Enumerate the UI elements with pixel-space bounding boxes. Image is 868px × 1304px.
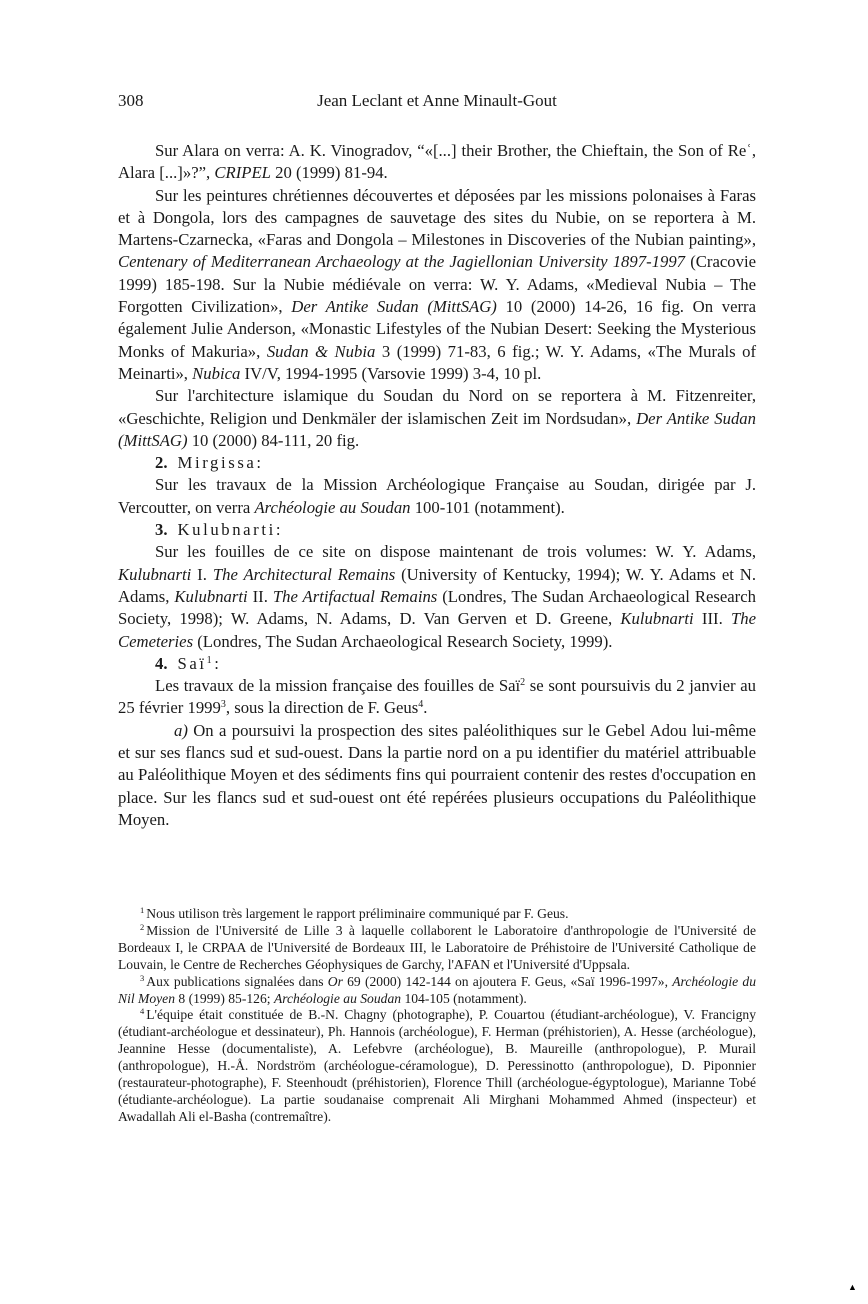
footnote-ref-2[interactable]: 2: [520, 677, 526, 689]
paragraph-sai-palaeolithic: a) On a poursuivi la prospection des sites paléolithiques sur le Gebel Adou lui-même et sur ses flancs sud et sud-ouest. Dans la partie nord on a pu identifier du matériel attribuable au Paléolithique Moyen et des sédiments fins qui pourraient contenir des restes d'occupation en place. Sur les flancs sud et sud-ouest ont été repérées plusieurs occupations du Paléolithique Moyen.: [118, 720, 756, 829]
paragraph-islamic-architecture: Sur l'architecture islamique du Soudan du Nord on se reportera à M. Fitzenreiter, «Geschichte, Religion und Denkmäler der islamischen Zeit im Nordsudan», Der Antike Sudan (MittSAG) 10 (2000) 84-111, 20 fig.: [118, 386, 756, 450]
main-text: [118, 140, 756, 831]
page-header: [118, 90, 756, 112]
footnote-3: $^3$ Aux publications signalées dans Or 69 (2000) 142-144 on ajoutera F. Geus, «Saï 1996-1997», Archéologie du Nil Moyen 8 (1999) 85-126; Archéologie au Soudan 104-105 (notamment).: [118, 972, 756, 1006]
section-heading-mirgissa: 2. Mirgissa:: [155, 453, 264, 473]
footnote-4: $^4$ L'équipe était constituée de B.-N. Chagny (photographe), P. Couartou (étudiant-archéologue), V. Francigny (étudiant-archéologue et dessinateur), Ph. Hannois (archéologue), F. Herman (préhistorien), A. Hesse (archéologue), Jeannine Hesse (documentaliste), A. Lefebvre (archéologue), B. Maureille (anthropologue), P. Murail (anthropologue), H.-Å. Nordström (archéologue-céramologue), D. Peressinotto (anthropologue), D. Piponnier (restaurateur-photographe), F. Steenhoudt (préhistorien), Florence Thill (archéologue-égyptologue), Marianne Tobé (étudiante-archéologue). La partie soudanaise comprenait Ali Mirghani Mohammed Ahmed (inspecteur) et Awadallah Ali el-Basha (contremaître).: [118, 1006, 756, 1124]
section-heading-kulubnarti: 3. Kulubnarti:: [155, 520, 284, 540]
paragraph-christian-paintings: Sur les peintures chrétiennes découvertes et déposées par les missions polonaises à Faras et à Dongola, lors des campagnes de sauvetage des sites du Nubie, on se reportera à M. Martens-Czarnecka, «Faras and Dongola – Milestones in Discoveries of the Nubian painting», Centenary of Mediterranean Archaeology at the Jagiellonian University 1897-1997 (Cracovie 1999) 185-198. Sur la Nubie médiévale on verra: W. Y. Adams, «Medieval Nubia – The Forgotten Civilization», Der Antike Sudan (MittSAG) 10 (2000) 14-26, 16 fig. On verra également Julie Anderson, «Monastic Lifestyles of the Nubian Desert: Seeking the Mysterious Monks of Makuria», Sudan & Nubia 3 (1999) 71-83, 6 fig.; W. Y. Adams, «The Murals of Meinarti», Nubica IV/V, 1994-1995 (Varsovie 1999) 3-4, 10 pl.: [118, 185, 757, 383]
section-heading-sai: 4. Saï$^1$:: [155, 653, 222, 673]
footnote-ref-4[interactable]: 4: [418, 699, 424, 711]
running-title: Jean Leclant et Anne Minault-Gout: [317, 91, 557, 110]
paragraph-alara: Sur Alara on verra: A. K. Vinogradov, “«[...] their Brother, the Chieftain, the Son of Reʿ, Alara [...]»?”, CRIPEL 20 (1999) 81-94.: [118, 141, 756, 183]
footnotes: [118, 906, 756, 1126]
paragraph-sai-mission: Les travaux de la mission française des fouilles de Saï$^2$ se sont poursuivis du 2 janvier au 25 février 1999$^3$, sous la direction de F. Geus$^4$.: [118, 676, 756, 718]
page-number: 308: [118, 91, 144, 110]
footnote-ref-3[interactable]: 3: [220, 699, 226, 711]
paragraph-kulubnarti: Sur les fouilles de ce site on dispose maintenant de trois volumes: W. Y. Adams, Kulubnarti I. The Architectural Remains (University of Kentucky, 1994); W. Y. Adams et N. Adams, Kulubnarti II. The Artifactual Remains (Londres, The Sudan Archaeological Research Society, 1998); W. Adams, N. Adams, D. Van Gerven et D. Greene, Kulubnarti III. The Cemeteries (Londres, The Sudan Archaeological Research Society, 1999).: [118, 542, 757, 651]
paragraph-mirgissa: Sur les travaux de la Mission Archéologique Française au Soudan, dirigée par J. Vercoutter, on verra Archéologie au Soudan 100-101 (notamment).: [118, 475, 756, 517]
footnote-1: $^1$ Nous utilison très largement le rapport préliminaire communiqué par F. Geus.: [140, 905, 569, 921]
footnote-2: $^2$ Mission de l'Université de Lille 3 à laquelle collaborent le Laboratoire d'anthropologie de l'Université de Bordeaux I, le CRPAA de l'Université de Bordeaux III, le Laboratoire de Préhistoire de l'Université Catholique de Louvain, le Centre de Recherches Géophysiques de Garchy, l'AFAN et l'Université d'Uppsala.: [118, 921, 756, 972]
scan-corner-mark: ▲: [848, 1282, 857, 1292]
footnote-ref-1[interactable]: 1: [206, 654, 215, 666]
